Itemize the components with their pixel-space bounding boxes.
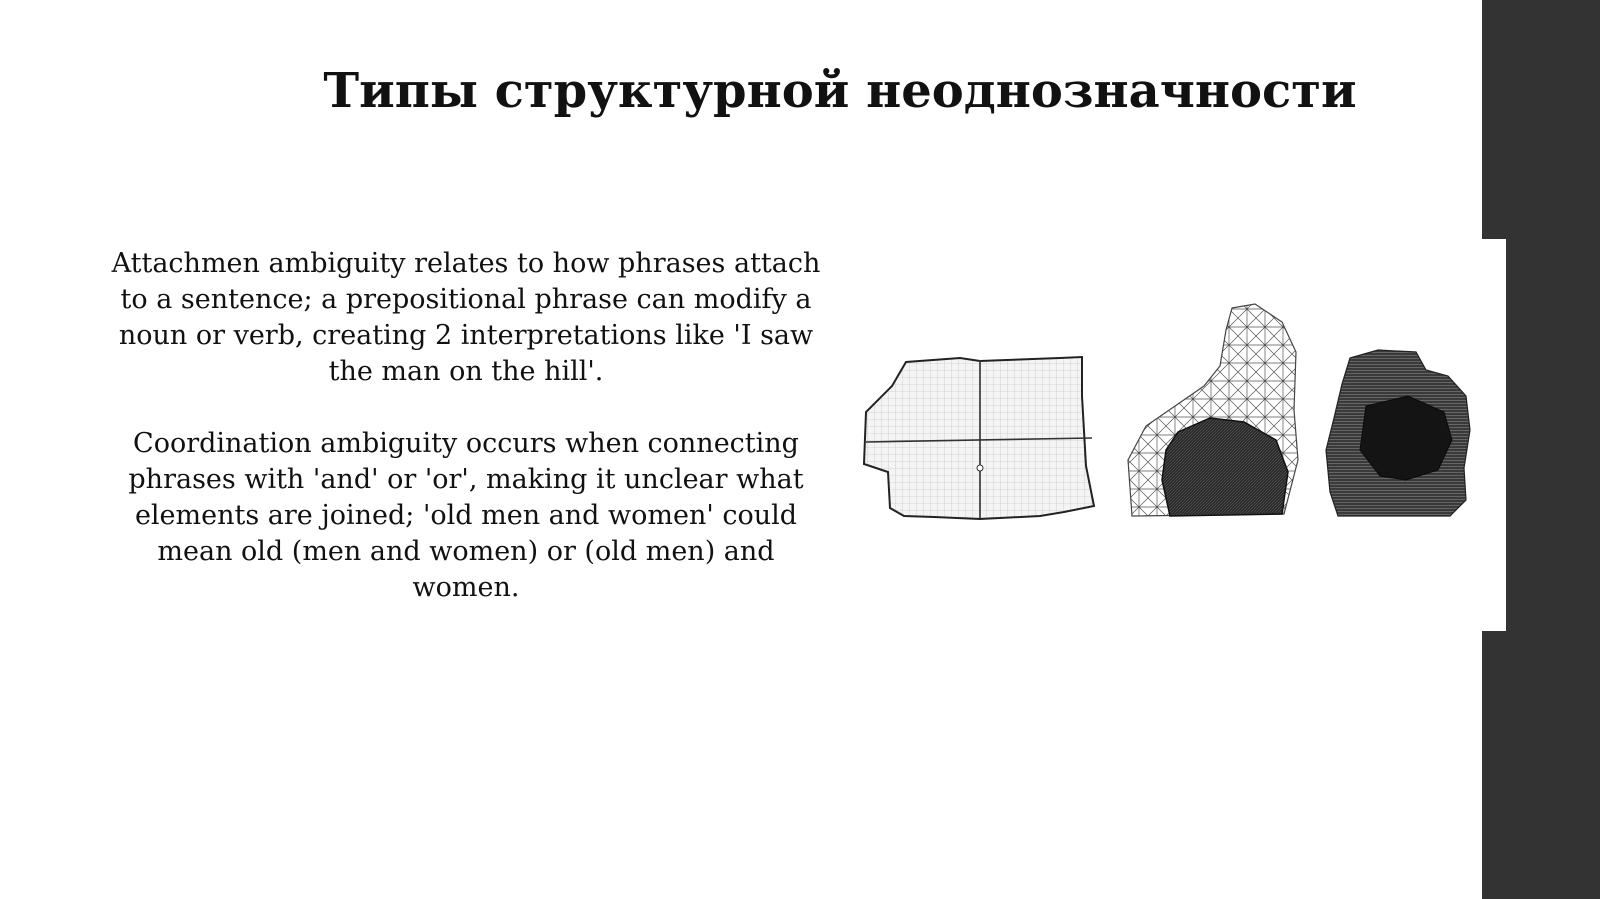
body-text <box>100 246 832 606</box>
slide-title: Типы структурной неоднозначности <box>323 63 1357 119</box>
flat-mesh-shape <box>864 357 1094 519</box>
right-accent-notch <box>1482 239 1506 631</box>
paragraph-attachment: Attachmen ambiguity relates to how phrases attach to a sentence; a prepositional phrase can modify a noun or verb, creating 2 interpretations like 'I saw the man on the hill'. <box>111 248 821 387</box>
wireframe-mesh-shape <box>1128 304 1298 516</box>
dense-mesh-shape <box>1326 350 1470 516</box>
paragraph-coordination: Coordination ambiguity occurs when connecting phrases with 'and' or 'or', making it unclear what elements are joined; 'old men and women' could mean old (men and women) or (old men) and women. <box>128 428 804 603</box>
mesh-figure <box>860 300 1480 532</box>
